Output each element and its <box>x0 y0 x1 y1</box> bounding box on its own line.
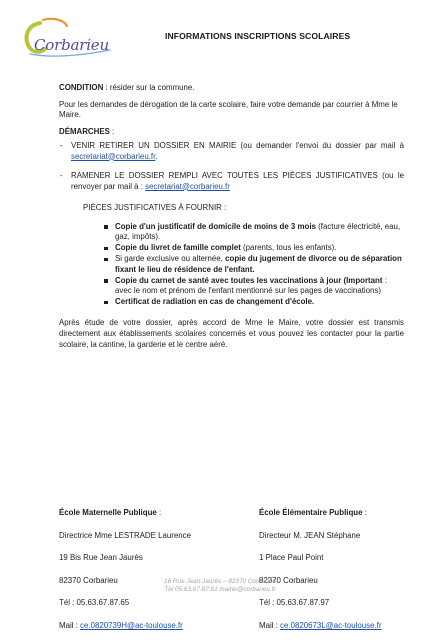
square-bullet-icon <box>104 279 108 283</box>
item-text: : avec le nom et prénom de l'enfant mentionné sur les pages de vaccinations) <box>115 275 387 295</box>
list-item <box>104 243 404 254</box>
school-name-suffix: : <box>362 508 367 517</box>
square-bullet-icon <box>104 258 108 262</box>
item-bold-text: Copie du carnet de santé avec toutes les vaccinations à jour <box>115 275 342 285</box>
school-mail <box>259 621 382 644</box>
condition-text: : résider sur la commune. <box>103 83 195 92</box>
school-name-text: École Maternelle Publique <box>59 508 157 517</box>
item-bold-text: Certificat de radiation en cas de changement d'école. <box>115 297 315 306</box>
step-retirer-dossier <box>59 141 404 162</box>
step-ramener-dossier <box>59 171 404 192</box>
square-bullet-icon <box>104 247 108 251</box>
item-bold-text: Copie d'un justificatif de domicile de moins de 3 mois <box>115 221 316 231</box>
school-email-link[interactable]: ce.0820673L@ac-toulouse.fr <box>280 620 382 630</box>
page-title: INFORMATIONS INSCRIPTIONS SCOLAIRES <box>165 31 351 41</box>
footer-contact: Tél 05.63.67.87.61 mairie@corbarieu.fr <box>164 586 276 593</box>
school-city: 82370 Corbarieu <box>259 575 318 585</box>
condition-label: CONDITION <box>59 83 104 92</box>
dash-bullet-icon: - <box>60 171 63 180</box>
school-maternelle <box>59 508 191 644</box>
main-content <box>59 83 404 350</box>
school-address: 19 Bis Rue Jean Jaurès <box>59 553 143 563</box>
demarches-label: DÉMARCHES <box>59 126 110 136</box>
school-email-link[interactable]: ce.0820739H@ac-toulouse.fr <box>80 620 183 630</box>
email-link-secretariat[interactable]: secretariat@corbarieu.fr <box>71 151 156 161</box>
list-item <box>104 222 404 243</box>
school-mail <box>59 621 191 644</box>
list-item <box>104 276 404 297</box>
item-text: (parents, tous les enfants). <box>240 243 337 252</box>
item-bold-text: (Important <box>343 275 383 285</box>
after-paragraph: Après étude de votre dossier, après accord de Mme le Maire, votre dossier est transmis directement aux établissements scolaires concernés et vous pouvez les contacter pour la partie scolaire, la cantine, la garderie et le centre aéré. <box>59 317 404 349</box>
pieces-list <box>59 222 404 308</box>
school-name <box>259 508 382 531</box>
email-link-secretariat[interactable]: secretariat@corbarieu.fr <box>145 181 230 191</box>
footer-address: 16 Rue Jean Jaurès – 82370 Corbarieu <box>164 578 276 585</box>
list-item <box>104 254 404 275</box>
school-phone: Tél : 05.63.67.87.65 <box>59 598 130 608</box>
pieces-title: PIÈCES JUSTIFICATIVES À FOURNIR : <box>83 203 227 212</box>
item-bold-text: copie du jugement de divorce ou de séparation fixant le lieu de résidence de l'enfant. <box>115 254 402 274</box>
dash-bullet-icon: - <box>60 141 63 150</box>
school-address: 1 Place Paul Point <box>259 553 324 563</box>
square-bullet-icon <box>104 301 108 305</box>
school-name-text: École Élémentaire Publique <box>259 508 363 517</box>
school-director: Directrice Mme LESTRADE Laurence <box>59 530 191 540</box>
square-bullet-icon <box>104 225 108 229</box>
item-bold-text: Copie du livret de famille complet <box>115 243 241 252</box>
item-text: Si garde exclusive ou alternée, <box>115 254 226 263</box>
corbarieu-logo <box>20 16 116 62</box>
school-director: Directeur M. JEAN Stéphane <box>259 530 361 540</box>
list-item <box>104 297 404 308</box>
mail-label: Mail : <box>259 620 281 630</box>
step1-text: VENIR RETIRER UN DOSSIER EN MAIRIE (ou demander l'envoi du dossier par mail à <box>71 141 404 150</box>
school-city: 82370 Corbarieu <box>59 575 118 585</box>
school-name <box>59 508 191 531</box>
item-text: (facture électricité, eau, gaz, impôts). <box>115 221 401 241</box>
step2-text: RAMENER LE DOSSIER REMPLI AVEC TOUTES LES PIÈCES JUSTIFICATIVES (ou le renvoyer par mail à : <box>71 171 404 191</box>
demarches-label-suffix: : <box>109 126 115 136</box>
page-footer <box>0 578 440 594</box>
derogation-paragraph: Pour les demandes de dérogation de la carte scolaire, faire votre demande par courrier à Mme le Maire. <box>59 99 398 119</box>
school-name-suffix: : <box>156 508 162 517</box>
school-elementaire <box>259 508 382 644</box>
demarches-heading <box>59 127 404 138</box>
step1-end: . <box>155 151 158 161</box>
condition-paragraph <box>59 83 404 94</box>
school-phone: Tél : 05.63.67.87.97 <box>259 598 330 608</box>
mail-label: Mail : <box>59 620 81 630</box>
logo-text: Corbarieu <box>34 36 109 54</box>
